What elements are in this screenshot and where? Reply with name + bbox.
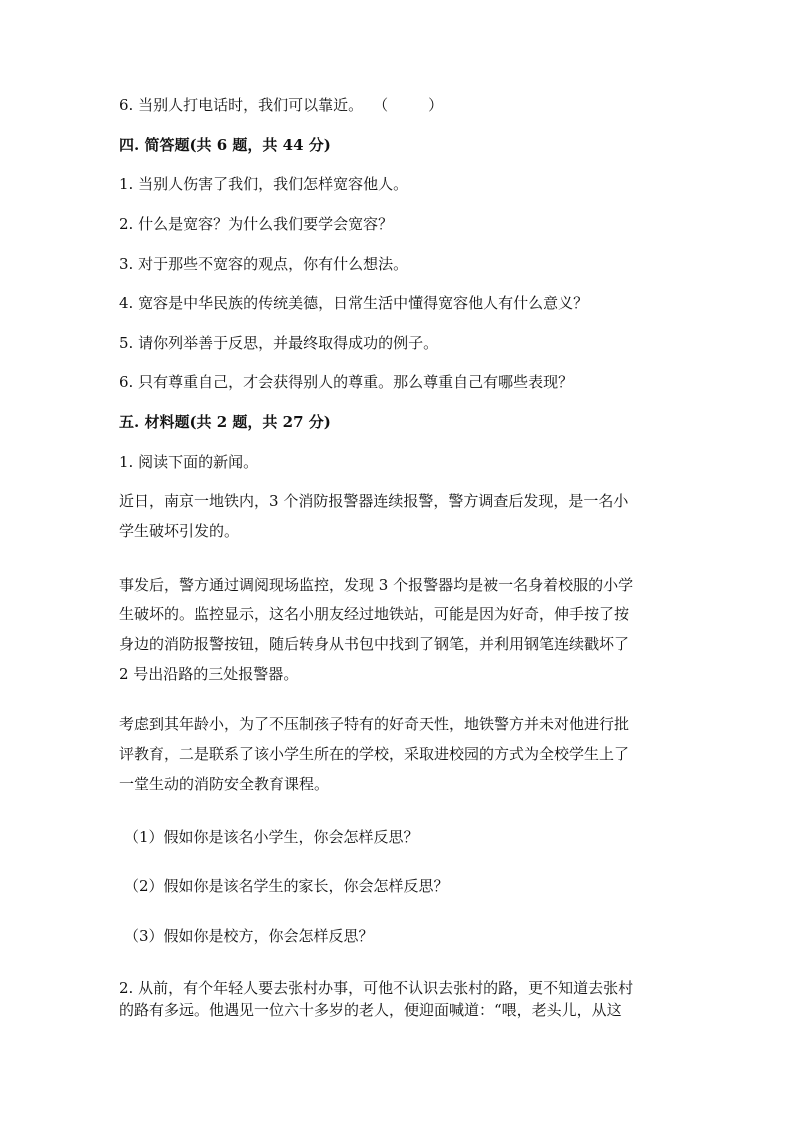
- news-paragraph-2-line-1: 事发后，警方通过调阅现场监控，发现 3 个报警器均是被一名身着校服的小学: [119, 576, 634, 594]
- sub-question-2: （2）假如你是该名学生的家长，你会怎样反思？: [124, 877, 449, 895]
- true-false-question-6: [119, 95, 679, 115]
- news-paragraph-1-line-2: 学生破坏引发的。: [119, 522, 240, 540]
- question-text: 6. 当别人打电话时，我们可以靠近。: [119, 96, 364, 114]
- sub-question-3: （3）假如你是校方，你会怎样反思？: [124, 927, 374, 945]
- news-paragraph-3-line-1: 考虑到其年龄小，为了不压制孩子特有的好奇天性，地铁警方并未对他进行批: [119, 715, 630, 733]
- section-heading-material: 五. 材料题(共 2 题，共 27 分): [119, 413, 331, 431]
- news-paragraph-2-line-4: 2 号出沿路的三处报警器。: [119, 665, 299, 683]
- sub-question-1: （1）假如你是该名小学生，你会怎样反思？: [124, 828, 419, 846]
- news-paragraph-2-line-2: 生破坏的。监控显示，这名小朋友经过地铁站，可能是因为好奇，伸手按了按: [119, 605, 630, 623]
- short-answer-question-5: 5. 请你列举善于反思，并最终取得成功的例子。: [119, 334, 439, 352]
- material-question-1-title: 1. 阅读下面的新闻。: [119, 453, 259, 471]
- answer-blank: （ ）: [373, 96, 444, 114]
- news-paragraph-1-line-1: 近日，南京一地铁内，3 个消防报警器连续报警，警方调查后发现，是一名小: [119, 492, 629, 510]
- news-paragraph-3-line-3: 一堂生动的消防安全教育课程。: [119, 775, 330, 793]
- news-paragraph-2-line-3: 身边的消防报警按钮，随后转身从书包中找到了钢笔，并利用钢笔连续戳坏了: [119, 635, 630, 653]
- short-answer-question-3: 3. 对于那些不宽容的观点，你有什么想法。: [119, 255, 409, 273]
- short-answer-question-4: 4. 宽容是中华民族的传统美德，日常生活中懂得宽容他人有什么意义？: [119, 294, 589, 312]
- news-paragraph-3-line-2: 评教育，二是联系了该小学生所在的学校，采取进校园的方式为全校学生上了: [119, 745, 630, 763]
- material-question-2-line-1: 2. 从前，有个年轻人要去张村办事，可他不认识去张村的路，更不知道去张村: [119, 979, 634, 997]
- short-answer-question-6: 6. 只有尊重自己，才会获得别人的尊重。那么尊重自己有哪些表现？: [119, 373, 574, 391]
- section-heading-short-answer: 四. 简答题(共 6 题，共 44 分): [119, 136, 331, 154]
- short-answer-question-1: 1. 当别人伤害了我们，我们怎样宽容他人。: [119, 175, 409, 193]
- material-question-2-line-2: 的路有多远。他遇见一位六十多岁的老人，便迎面喊道：“喂，老头儿，从这: [119, 1001, 622, 1019]
- short-answer-question-2: 2. 什么是宽容？为什么我们要学会宽容？: [119, 215, 394, 233]
